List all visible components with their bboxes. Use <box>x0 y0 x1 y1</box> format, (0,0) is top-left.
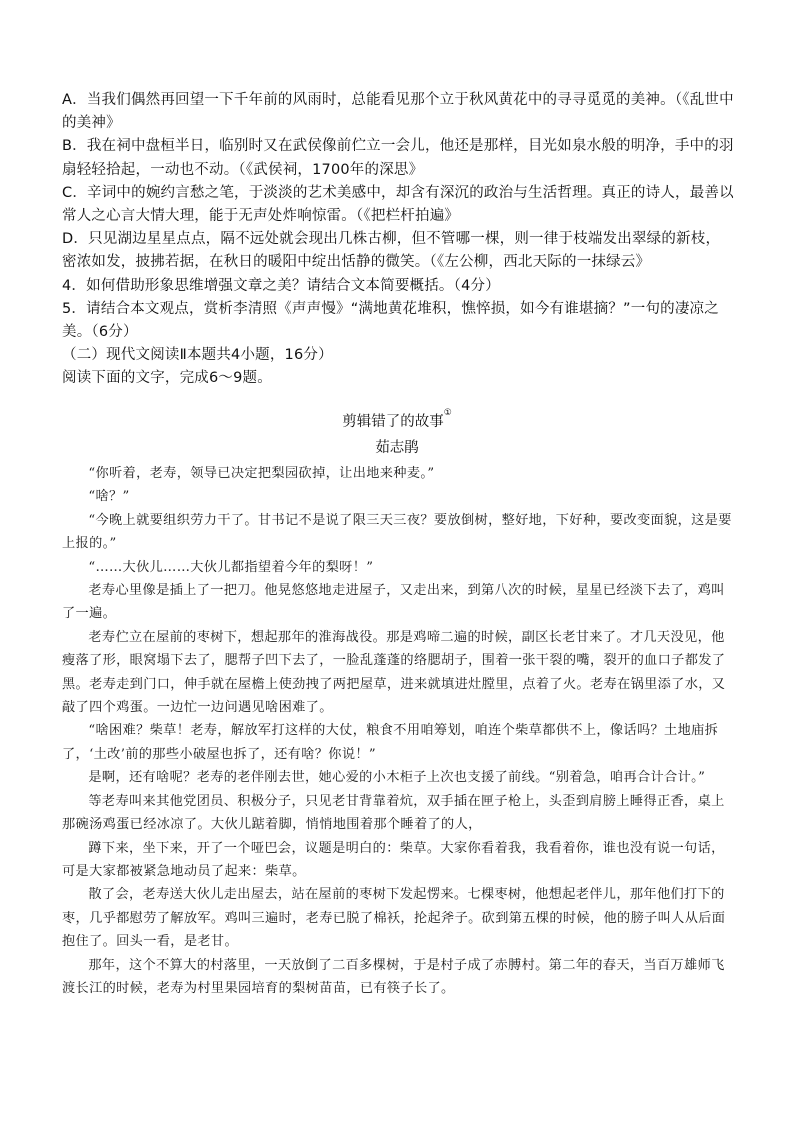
option-a: A．当我们偶然再回望一下千年前的风雨时，总能看见那个立于秋风黄花中的寻寻觅觅的美神。（《乱世中的美神》 <box>62 92 734 132</box>
story-paragraph: 是啊，还有啥呢？老寿的老伴刚去世，她心爱的小木柜子上次也支援了前线。“别着急，咱再合计合计。” <box>88 770 706 786</box>
question-block <box>62 89 734 391</box>
story-paragraph: “今晚上就要组织劳力干了。甘书记不是说了限三天三夜？要放倒树，整好地，下好种，要改变面貌，这是要上报的。” <box>62 512 732 552</box>
story-author-line <box>0 436 794 457</box>
question-4: 4．如何借助形象思维增强文章之美？请结合文本简要概括。（4分） <box>62 277 500 294</box>
story-paragraph: 等老寿叫来其他党团员、积极分子，只见老甘背靠着炕，双手插在匣子枪上，头歪到肩膀上睡得正香，桌上那碗汤鸡蛋已经冰凉了。大伙儿踮着脚，悄悄地围着那个睡着了的人， <box>62 793 725 833</box>
reading-instruction: 阅读下面的文字，完成6～9题。 <box>62 370 272 387</box>
story-paragraph: 蹲下来，坐下来，开了一个哑巴会，议题是明白的：柴草。大家你看着我，我看着你，谁也没有说一句话，可是大家都被紧急地动员了起来：柴草。 <box>62 840 725 879</box>
option-c: C．辛词中的婉约言愁之笔，于淡淡的艺术美感中，却含有深沉的政治与生活哲理。真正的诗人，最善以常人之心言大情大理，能于无声处炸响惊雷。（《把栏杆拍遍》 <box>62 184 734 225</box>
option-d: D．只见湖边星星点点，隔不远处就会现出几株古柳，但不管哪一棵，则一律于枝端发出翠绿的新枝，密浓如发，披拂若据，在秋日的暖阳中绽出恬静的微笑。（《左公柳，西北天际的一抹绿云》 <box>62 231 721 271</box>
story-paragraph: 老寿心里像是插上了一把刀。他晃悠悠地走进屋子，又走出来，到第八次的时候，星星已经淡下去了，鸡叫了一遍。 <box>62 583 725 622</box>
story-body <box>62 462 734 1000</box>
story-paragraph: “啥困难？柴草！老寿，解放军打这样的大仗，粮食不用咱筹划，咱连个柴草都供不上，像话吗？土地庙拆了，‘土改’前的那些小破屋也拆了，还有啥？你说！” <box>62 723 719 762</box>
story-paragraph: “啥？” <box>88 489 130 505</box>
story-paragraph: 散了会，老寿送大伙儿走出屋去，站在屋前的枣树下发起愣来。七棵枣树，他想起老伴儿，那年他们打下的枣，几乎都慰劳了解放军。鸡叫三遍时，老寿已脱了棉袄，抡起斧子。砍到第五棵的时候，他的膀子叫人从后面抱住了。回头一看，是老甘。 <box>62 887 726 950</box>
option-b: B．我在祠中盘桓半日，临别时又在武侯像前伫立一会儿，他还是那样，目光如泉水般的明净，手中的羽扇轻轻拾起，一动也不动。（《武侯祠，1700年的深思》 <box>62 138 734 178</box>
footnote-mark: ① <box>443 408 452 418</box>
story-title: 剪辑错了的故事 <box>342 414 444 430</box>
story-paragraph: 老寿伫立在屋前的枣树下，想起那年的淮海战役。那是鸡啼二遍的时候，副区长老甘来了。才几天没见，他瘦落了形，眼窝塌下去了，腮帮子凹下去了，一脸乱蓬蓬的络腮胡子，围着一张干裂的嘴，裂开的血口子都发了黑。老寿走到门口，伸手就在屋檐上使劲拽了两把屋草，进来就填进灶膛里，点着了火。老寿在锅里添了水，又敲了四个鸡蛋。一边忙一边问遇见啥困难了。 <box>62 629 726 716</box>
story-paragraph: “你听着，老寿，领导已决定把梨园砍掉，让出地来种麦。” <box>88 466 435 481</box>
story-author: 茹志鹃 <box>375 440 419 456</box>
section-header: （二）现代文阅读Ⅱ本题共4小题，16分） <box>62 347 333 364</box>
story-paragraph: “……大伙儿……大伙儿都指望着今年的梨呀！” <box>88 559 374 575</box>
question-5: 5．请结合本文观点，赏析李清照《声声慢》“满地黄花堆积，憔悴损，如今有谁堪摘？”一句的凄凉之美。（6分） <box>62 300 719 341</box>
story-title-line <box>0 410 794 431</box>
story-paragraph: 那年，这个不算大的村落里，一天放倒了二百多棵树，于是村子成了赤膊村。第二年的春天，当百万雄师飞渡长江的时候，老寿为村里果园培育的梨树苗苗，已有筷子长了。 <box>62 957 725 996</box>
